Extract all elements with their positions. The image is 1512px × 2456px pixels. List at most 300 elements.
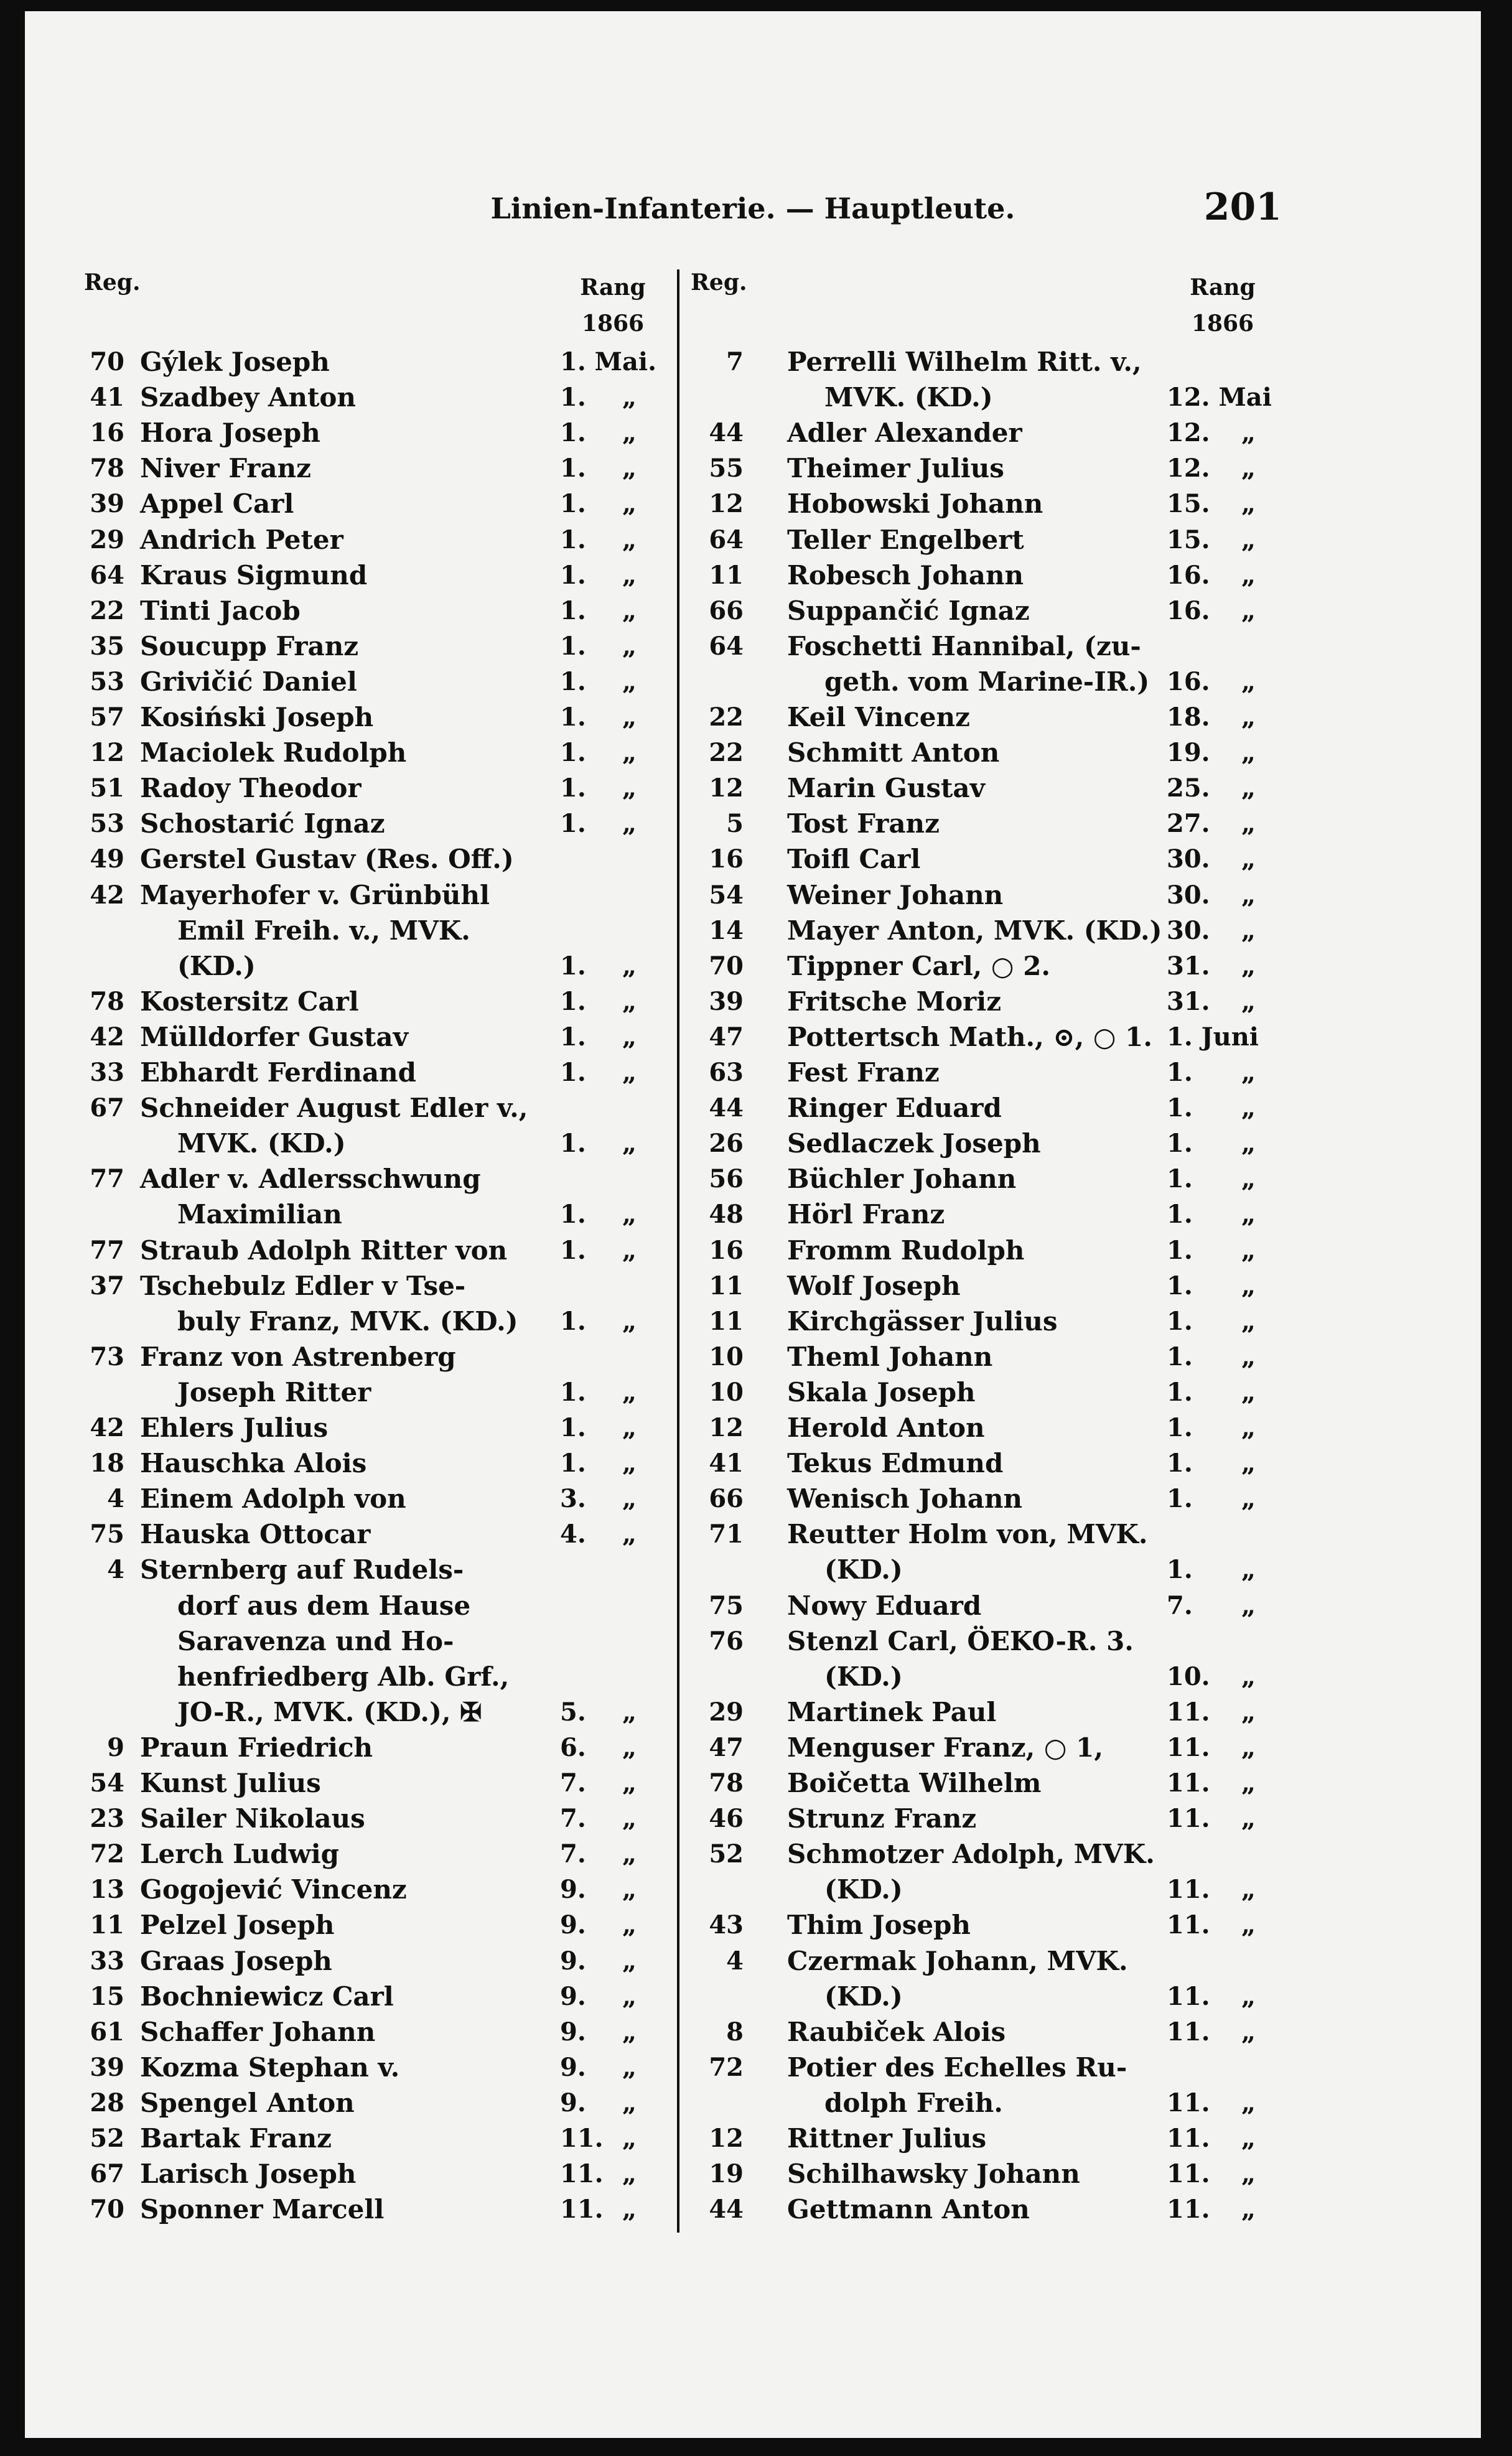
rank-date: 1. [560,1449,586,1478]
officer-name: (KD.) [824,1981,903,2012]
rank-date: 1. [1167,1449,1193,1478]
officer-name: Hora Joseph [140,418,320,449]
officer-name: dolph Freih. [824,2087,1003,2118]
officer-name: Büchler Johann [787,1164,1017,1195]
ditto-mark: „ [1241,1875,1256,1905]
officer-name: Tekus Edmund [787,1448,1004,1479]
ditto-mark: „ [622,1520,637,1549]
reg-number: 22 [90,595,124,625]
reg-header: Reg. [84,269,141,296]
officer-name: Larisch Joseph [140,2159,357,2190]
ditto-mark: „ [622,738,637,768]
ditto-mark: „ [1241,915,1256,945]
rank-date: 9. [560,2017,586,2047]
table-row [688,2050,1316,2086]
ditto-mark: „ [622,1981,637,2011]
officer-name: Fritsche Moriz [787,986,1002,1017]
ditto-mark: „ [1241,1555,1256,1585]
page-title: Linien-Infanterie. — Hauptleute. [490,192,1015,225]
table-row [688,1979,1316,2015]
reg-number: 39 [90,489,124,519]
table-row [68,2192,666,2228]
officer-name: Einem Adolph von [140,1483,406,1515]
table-row [68,2050,666,2086]
table-row [68,664,666,700]
officer-name: Hörl Franz [787,1199,945,1230]
table-row [688,486,1316,522]
rank-date: 1. [560,666,586,696]
reg-number: 22 [709,738,744,768]
table-row [688,593,1316,629]
officer-name: Kunst Julius [140,1768,321,1798]
ditto-mark: „ [622,1413,637,1442]
ditto-mark: „ [622,1449,637,1478]
rank-date: 1. [560,1413,586,1442]
table-row [68,1019,666,1055]
reg-number: 44 [709,1093,744,1123]
reg-number: 42 [90,1022,124,1052]
table-row [68,1445,666,1482]
table-row [688,2192,1316,2228]
ditto-mark: „ [622,1804,637,1834]
rang-label: Rang [580,274,646,301]
rank-date: 11. [1167,1910,1210,1940]
rank-date: 27. [1167,809,1210,839]
table-row [68,344,666,380]
ditto-mark: „ [1241,1804,1256,1834]
rank-date: 7. [560,1839,586,1869]
officer-name: (KD.) [824,1554,903,1585]
reg-number: 18 [90,1449,124,1478]
officer-name: Andrich Peter [140,524,343,555]
rank-date: 9. [560,2052,586,2082]
ditto-mark: „ [622,1910,637,1940]
reg-number: 11 [709,560,744,590]
reg-number: 72 [709,2052,744,2082]
officer-name: Hauschka Alois [140,1448,367,1479]
reg-number: 51 [90,773,124,803]
reg-number: 66 [709,1484,744,1514]
officer-name: Joseph Ritter [177,1376,371,1408]
table-row [688,1161,1316,1197]
table-row [688,451,1316,487]
ditto-mark: „ [622,631,637,661]
table-row [68,1410,666,1446]
table-row [68,1481,666,1517]
table-row [688,2085,1316,2121]
table-row [688,2014,1316,2050]
table-row [68,1304,666,1340]
rank-date: 1. [1167,1271,1193,1300]
reg-number: 57 [90,703,124,732]
rank-date: 30. [1167,844,1210,874]
table-row [68,948,666,984]
table-row [68,2085,666,2121]
table-row [68,806,666,842]
officer-name: Keil Vincenz [787,702,970,732]
rank-date: 1. [560,560,586,590]
ditto-mark: „ [1241,844,1256,874]
reg-number: 47 [709,1022,744,1052]
reg-number: 41 [709,1449,744,1478]
officer-name: Tippner Carl, ○ 2. [787,950,1051,981]
table-row [688,1410,1316,1446]
officer-name: Maciolek Rudolph [140,737,407,768]
officer-name: Sternberg auf Rudels- [140,1554,464,1585]
reg-number: 47 [709,1732,744,1762]
rank-date: 1. [560,1129,586,1159]
rank-date: 11. [1167,2195,1210,2225]
reg-number: 11 [90,1910,124,1940]
rang-year: 1866 [581,311,645,337]
rank-date: 1. [560,738,586,768]
officer-name: Gettmann Anton [787,2194,1030,2225]
officer-name: Teller Engelbert [787,524,1024,555]
table-row [688,948,1316,984]
rank-date: 1. [560,1058,586,1087]
table-row [688,1339,1316,1375]
table-row [68,451,666,487]
reg-number: 70 [709,951,744,981]
reg-number: 16 [90,418,124,448]
reg-number: 4 [107,1555,124,1585]
officer-name: Rittner Julius [787,2123,987,2154]
officer-name: Radoy Theodor [140,773,362,804]
rank-date: 25. [1167,773,1210,803]
rank-date: 1. [560,383,586,413]
table-row [68,877,666,913]
officer-name: Kirchgässer Julius [787,1305,1058,1337]
rank-date: 12. Mai [1167,383,1272,413]
table-row [688,1872,1316,1908]
table-row [68,558,666,594]
officer-name: Suppančić Ignaz [787,595,1030,626]
officer-name: Mülldorfer Gustav [140,1021,409,1052]
officer-name: Wolf Joseph [787,1270,961,1301]
rank-date: 1. [1167,1306,1193,1336]
table-row [68,1339,666,1375]
table-row [68,1126,666,1162]
reg-header: Reg. [691,269,747,296]
reg-number: 75 [90,1520,124,1549]
officer-name: Fest Franz [787,1057,940,1088]
reg-number: 52 [709,1839,744,1869]
reg-number: 16 [709,844,744,874]
rank-date: 1. [1167,1093,1193,1123]
table-row [688,1552,1316,1588]
officer-name: Skala Joseph [787,1376,976,1408]
rank-date: 7. [1167,1590,1193,1620]
ditto-mark: „ [622,1768,637,1798]
table-row [688,1765,1316,1801]
table-row [68,1694,666,1730]
rang-header [1176,269,1269,342]
officer-name: Emil Freih. v., MVK. [177,915,470,946]
ditto-mark: „ [1241,2124,1256,2153]
reg-number: 8 [726,2017,744,2047]
rank-date: 5. [560,1697,586,1727]
table-row [688,1445,1316,1482]
officer-name: Marin Gustav [787,773,986,804]
ditto-mark: „ [622,1129,637,1159]
officer-name: (KD.) [824,1661,903,1692]
rank-date: 15. [1167,489,1210,519]
table-row [688,913,1316,949]
officer-name: Schaffer Johann [140,2016,376,2047]
rank-date: 15. [1167,525,1210,554]
ditto-mark: „ [622,666,637,696]
reg-number: 12 [709,489,744,519]
reg-number: 53 [90,666,124,696]
table-row [68,1907,666,1943]
reg-number: 55 [709,454,744,483]
ditto-mark: „ [1241,738,1256,768]
ditto-mark: „ [1241,525,1256,554]
rank-date: 1. [1167,1129,1193,1159]
table-row [68,1090,666,1126]
ditto-mark: „ [622,2088,637,2117]
reg-number: 16 [709,1235,744,1265]
table-row [68,1375,666,1411]
rank-date: 1. [560,1022,586,1052]
reg-number: 66 [709,595,744,625]
officer-name: Nowy Eduard [787,1590,982,1621]
ditto-mark: „ [1241,1697,1256,1727]
officer-name: Boičetta Wilhelm [787,1768,1042,1798]
reg-number: 48 [709,1200,744,1230]
ditto-mark: „ [1241,595,1256,625]
ditto-mark: „ [622,2159,637,2189]
reg-number: 7 [726,347,744,376]
ditto-mark: „ [1241,986,1256,1016]
table-row [68,2156,666,2192]
reg-number: 77 [90,1235,124,1265]
page-number: 201 [1203,185,1282,229]
table-row [688,1090,1316,1126]
rank-date: 1. [1167,1342,1193,1371]
officer-name: Gogojević Vincenz [140,1874,407,1905]
table-row [688,1694,1316,1730]
table-row [688,522,1316,558]
rank-date: 10. [1167,1661,1210,1691]
officer-name: Schostarić Ignaz [140,808,385,839]
table-row [688,1730,1316,1766]
ditto-mark: „ [1241,1164,1256,1194]
officer-name: MVK. (KD.) [177,1128,346,1159]
reg-number: 42 [90,880,124,910]
table-row [688,1801,1316,1837]
table-row [68,1552,666,1588]
rank-date: 1. [560,525,586,554]
officer-name: Saravenza und Ho- [177,1625,454,1656]
rank-date: 1. [560,489,586,519]
reg-number: 41 [90,383,124,413]
ditto-mark: „ [622,454,637,483]
officer-name: Stenzl Carl, ÖEKO-R. 3. [787,1625,1134,1656]
rank-date: 30. [1167,880,1210,910]
table-row [688,1304,1316,1340]
table-row [68,1765,666,1801]
rank-date: 1. [1167,1484,1193,1514]
ditto-mark: „ [1241,703,1256,732]
officer-name: Sedlaczek Joseph [787,1128,1041,1159]
reg-number: 64 [709,525,744,554]
table-row [688,558,1316,594]
ditto-mark: „ [622,703,637,732]
table-row [68,1161,666,1197]
officer-name: Sponner Marcell [140,2194,385,2225]
table-row [688,1659,1316,1695]
table-row [68,913,666,949]
reg-number: 63 [709,1058,744,1087]
rank-date: 9. [560,1981,586,2011]
rank-date: 16. [1167,560,1210,590]
officer-name: geth. vom Marine-IR.) [824,666,1150,697]
officer-name: Czermak Johann, MVK. [787,1945,1128,1976]
rank-date: 11. [560,2124,604,2153]
rank-date: 11. [1167,1697,1210,1727]
reg-number: 44 [709,418,744,448]
table-row [68,770,666,806]
table-row [688,1019,1316,1055]
officer-name: Sailer Nikolaus [140,1803,365,1834]
rank-date: 9. [560,1875,586,1905]
rang-year: 1866 [1191,311,1254,337]
reg-number: 75 [709,1590,744,1620]
officer-name: Praun Friedrich [140,1732,373,1763]
reg-number: 23 [90,1804,124,1834]
table-row [68,2014,666,2050]
reg-number: 61 [90,2017,124,2047]
table-row [688,806,1316,842]
rank-date: 11. [1167,1732,1210,1762]
officer-name: (KD.) [824,1874,903,1905]
reg-number: 43 [709,1910,744,1940]
table-row [68,1623,666,1660]
officer-name: Pelzel Joseph [140,1910,335,1941]
officer-name: Theimer Julius [787,453,1004,484]
ditto-mark: „ [1241,1377,1256,1407]
table-row [688,1233,1316,1269]
officer-name: Bochniewicz Carl [140,1981,394,2012]
table-row [68,841,666,877]
reg-number: 13 [90,1875,124,1905]
table-row [688,344,1316,380]
rank-date: 31. [1167,986,1210,1016]
table-row [688,1907,1316,1943]
ditto-mark: „ [622,2195,637,2225]
ditto-mark: „ [1241,1306,1256,1336]
officer-name: Kraus Sigmund [140,559,368,591]
reg-number: 78 [709,1768,744,1798]
table-row [688,628,1316,665]
officer-name: Franz von Astrenberg [140,1341,456,1372]
officer-name: Ehlers Julius [140,1412,329,1443]
rank-date: 11. [1167,1768,1210,1798]
officer-name: Bartak Franz [140,2123,332,2154]
reg-number: 52 [90,2124,124,2153]
table-row [688,699,1316,735]
rank-date: 9. [560,1910,586,1940]
reg-number: 28 [90,2088,124,2117]
table-row [68,1055,666,1091]
table-row [688,1268,1316,1304]
rank-date: 1. [1167,1235,1193,1265]
reg-number: 73 [90,1342,124,1371]
reg-number: 64 [90,560,124,590]
officer-name: Foschetti Hannibal, (zu- [787,630,1141,661]
rank-date: 1. [560,1200,586,1230]
officer-name: (KD.) [177,950,256,981]
rank-date: 1. [1167,1164,1193,1194]
officer-name: Strunz Franz [787,1803,977,1834]
rank-date: 1. [560,986,586,1016]
table-row [68,1943,666,1979]
ditto-mark: „ [622,986,637,1016]
ditto-mark: „ [1241,951,1256,981]
rank-date: 6. [560,1732,586,1762]
table-row [68,522,666,558]
reg-number: 10 [709,1377,744,1407]
rank-date: 1. [1167,1377,1193,1407]
table-row [68,593,666,629]
officer-name: Ringer Eduard [787,1093,1002,1124]
ditto-mark: „ [622,1235,637,1265]
officer-name: Weiner Johann [787,879,1004,910]
column-divider [677,269,679,2233]
officer-name: Menguser Franz, ○ 1, [787,1732,1103,1763]
table-row [68,1979,666,2015]
ditto-mark: „ [1241,1271,1256,1300]
rank-date: 1. [560,454,586,483]
reg-number: 29 [709,1697,744,1727]
reg-number: 19 [709,2159,744,2189]
rank-date: 1. [560,773,586,803]
table-row [68,1516,666,1553]
reg-number: 37 [90,1271,124,1300]
officer-name: Kosiński Joseph [140,702,374,732]
table-row [688,2156,1316,2192]
officer-name: Kozma Stephan v. [140,2052,400,2083]
table-row [688,1481,1316,1517]
reg-number: 11 [709,1306,744,1336]
reg-number: 53 [90,809,124,839]
ditto-mark: „ [1241,1484,1256,1514]
ditto-mark: „ [622,418,637,448]
table-row [688,1516,1316,1553]
rank-date: 19. [1167,738,1210,768]
table-row [688,380,1316,416]
officer-name: dorf aus dem Hause [177,1590,471,1621]
ditto-mark: „ [622,1946,637,1976]
ditto-mark: „ [622,489,637,519]
officer-name: Toifl Carl [787,844,921,875]
ditto-mark: „ [1241,1449,1256,1478]
reg-number: 14 [709,915,744,945]
officer-name: Schmitt Anton [787,737,1000,768]
reg-number: 4 [726,1946,744,1976]
rank-date: 3. [560,1484,586,1514]
ditto-mark: „ [1241,1413,1256,1442]
officer-name: Lerch Ludwig [140,1839,340,1870]
rank-date: 1. [560,631,586,661]
rank-date: 9. [560,1946,586,1976]
officer-name: MVK. (KD.) [824,382,993,413]
ditto-mark: „ [622,1732,637,1762]
reg-number: 12 [709,1413,744,1442]
officer-name: Spengel Anton [140,2087,355,2118]
reg-number: 77 [90,1164,124,1194]
